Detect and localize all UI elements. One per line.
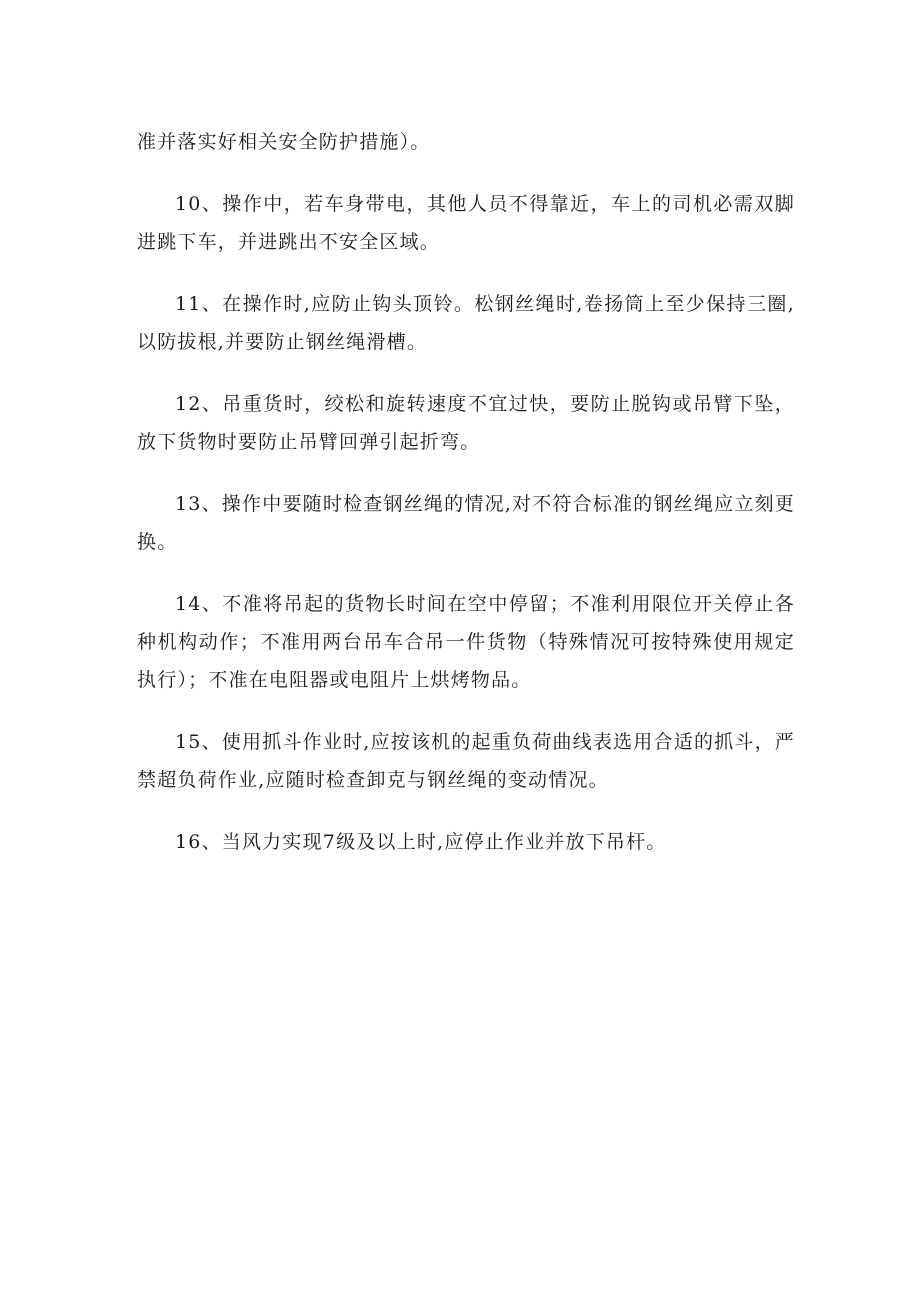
- paragraph-item-11: 11、在操作时,应防止钩头顶铃。松钢丝绳时,卷扬筒上至少保持三圈,以防拔根,并要防止钢丝绳滑槽。: [137, 293, 795, 353]
- paragraph-item-16: 16、当风力实现7级及以上时,应停止作业并放下吊杆。: [175, 831, 667, 853]
- paragraph-item-12: 12、吊重货时，绞松和旋转速度不宜过快，要防止脱钩或吊臂下坠，放下货物时要防止吊臂回弹引起折弯。: [137, 393, 795, 453]
- paragraph-item-14: 14、不准将吊起的货物长时间在空中停留；不准利用限位开关停止各种机构动作；不准用两台吊车合吊一件货物（特殊情况可按特殊使用规定执行）；不准在电阻器或电阻片上烘烤物品。: [137, 593, 795, 691]
- paragraph-item-15: 15、使用抓斗作业时,应按该机的起重负荷曲线表选用合适的抓斗，严禁超负荷作业,应随时检查卸克与钢丝绳的变动情况。: [137, 731, 795, 791]
- document-body: [137, 123, 795, 885]
- paragraph-item-13: 13、操作中要随时检查钢丝绳的情况,对不符合标准的钢丝绳应立刻更换。: [137, 493, 795, 553]
- paragraph-continued: 准并落实好相关安全防护措施）。: [137, 131, 431, 153]
- paragraph-item-10: 10、操作中，若车身带电，其他人员不得靠近，车上的司机必需双脚进跳下车，并进跳出不安全区域。: [137, 193, 795, 253]
